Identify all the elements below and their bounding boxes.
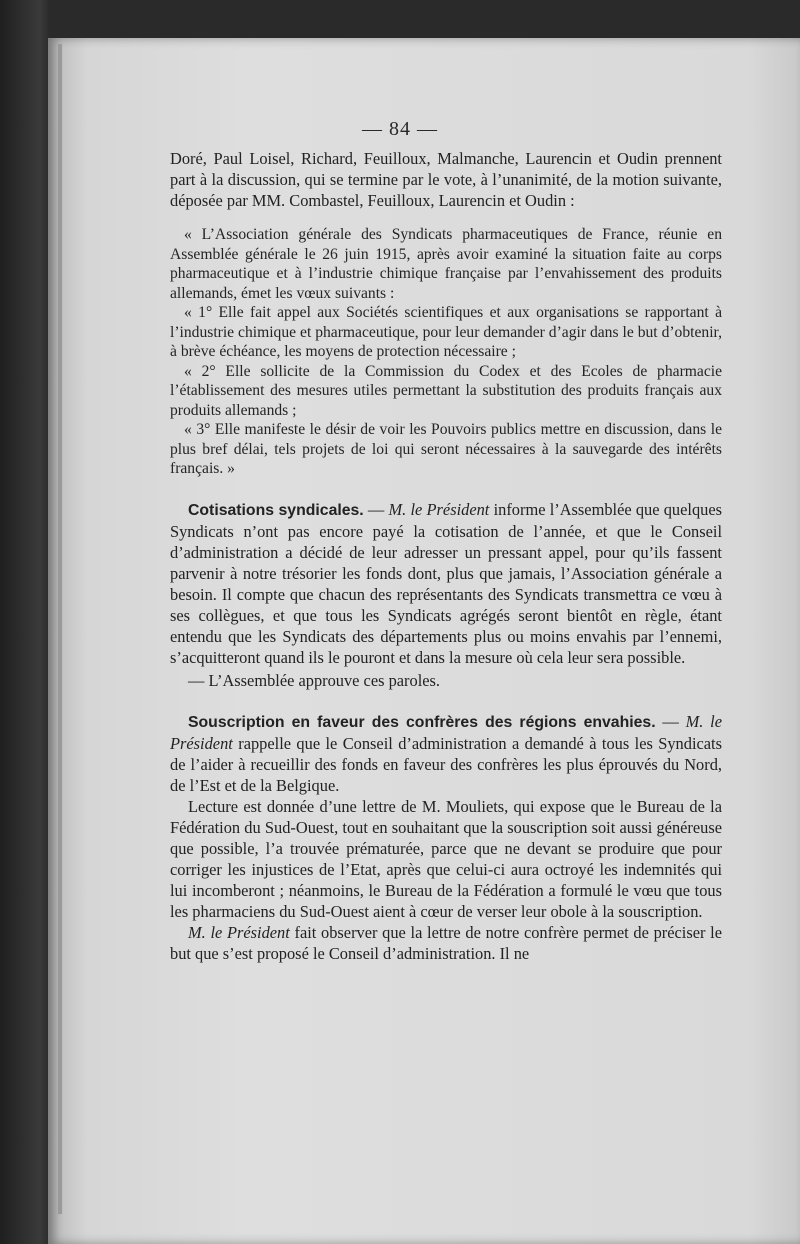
cotisations-speaker: M. le Président <box>388 499 490 519</box>
souscription-paragraph <box>170 711 722 796</box>
quote-paragraph-2: « 2° Elle sollicite de la Commission du Codex et des Ecoles de pharmacie l’établissement des mesures utiles permettant la substitution des produits français aux produits allemands ; <box>170 362 722 419</box>
quote-paragraph-3: « 3° Elle manifeste le désir de voir les Pouvoirs publics mettre en discussion, dans le plus bref délai, tels projets de loi qui seront nécessaires à la sauvegarde des intérêts français. » <box>170 421 722 477</box>
souscription-president-speaker: M. le Président <box>188 922 290 942</box>
cotisations-paragraph <box>170 499 722 668</box>
page-body <box>170 148 722 964</box>
intro-paragraph: Doré, Paul Loisel, Richard, Feuilloux, Malmanche, Laurencin et Oudin prennent part à la discussion, qui se termine par le vote, à l’unanimité, de la motion suivante, déposée par MM. Combastel, Feuilloux, Laurencin et Oudin : <box>170 149 722 210</box>
page-binding-edge <box>58 44 62 1214</box>
cotisations-heading: Cotisations syndicales. <box>188 501 364 519</box>
cotisations-section <box>170 499 722 691</box>
souscription-text: rappelle que le Conseil d’administration a demandé à tous les Syndicats de l’aider à recueillir des fonds en faveur des confrères les plus éprouvés du Nord, de l’Est et de la Belgique. <box>170 733 722 795</box>
souscription-heading: Souscription en faveur des confrères des régions envahies. <box>188 713 656 731</box>
quote-paragraph-1: « 1° Elle fait appel aux Sociétés scientifiques et aux organisations se rapportant à l’industrie chimique et pharmaceutique, pour leur demander d’agir dans le but d’obtenir, à brève échéance, les moyens de protection nécessaire ; <box>170 304 722 360</box>
quote-paragraph-preamble: « L’Association générale des Syndicats pharmaceutiques de France, réunie en Assemblée générale le 26 juin 1915, après avoir examiné la situation faite au corps pharmaceutique et à l’industrie chimique française par l’envahissement des produits allemands, émet les vœux suivants : <box>170 226 722 302</box>
motion-quote <box>170 225 722 479</box>
cotisations-text: informe l’Assemblée que quelques Syndicats n’ont pas encore payé la cotisation de l’année, et que le Conseil d’administration a décidé de leur adresser un pressant appel, pour qu’ils fassent parvenir à notre trésorier les fonds dont, plus que jamais, l’Association générale a besoin. Il compte que chacun des représentants des Syndicats transmettra ce vœu à ses collègues, et que tous les Syndicats agrégés seront bientôt en règle, étant entendu que les Syndicats des départements plus ou moins envahis par l’ennemi, s’acquitteront quand ils le pouront et dans la mesure où cela leur sera possible. <box>170 499 722 667</box>
souscription-dash: — <box>655 711 686 731</box>
souscription-president-text: fait observer que la lettre de notre confrère permet de préciser le but que s’est proposé le Conseil d’administration. Il ne <box>170 922 722 963</box>
cotisations-approval: — L’Assemblée approuve ces paroles. <box>188 670 441 690</box>
souscription-letter-paragraph: Lecture est donnée d’une lettre de M. Mouliets, qui expose que le Bureau de la Fédération du Sud-Ouest, tout en souhaitant que la souscription soit aussi généreuse que possible, l’a trouvée prématurée, parce que ne devant se produire que pour corriger les injustices de l’Etat, après que celui-ci aura octroyé les indemnités qui lui incomberont ; néanmoins, le Bureau de la Fédération a formulé le vœu que tous les pharmaciens du Sud-Ouest aient à cœur de verser leur obole à la souscription. <box>170 796 722 921</box>
souscription-section <box>170 711 722 964</box>
page-number: — 84 — <box>362 118 438 140</box>
cotisations-dash: — <box>363 499 389 519</box>
souscription-speaker: M. le Président <box>170 711 722 753</box>
souscription-president-paragraph <box>170 922 722 964</box>
